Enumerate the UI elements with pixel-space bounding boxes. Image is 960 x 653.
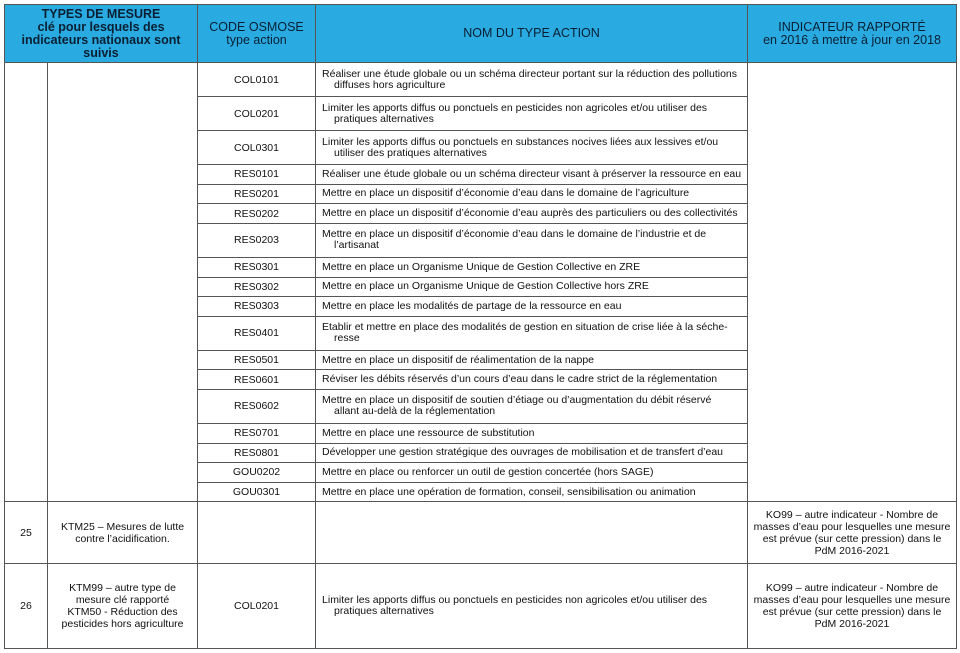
osmose-code-cell: RES0202 [198, 204, 316, 224]
action-name-line1: Réaliser une étude globale ou un schéma directeur portant sur la réduction des pollutions [322, 67, 738, 80]
osmose-code-cell: COL0301 [198, 131, 316, 165]
action-name-cell [316, 316, 748, 350]
action-name-cell [316, 97, 748, 131]
header-indicateur [748, 5, 957, 63]
action-name-line1: Mettre en place un dispositif d’économie d’eau dans le domaine de l’industrie et de [322, 228, 707, 241]
action-name-line1: Limiter les apports diffus ou ponctuels en substances nocives liées aux lessives et/ou [322, 135, 719, 148]
action-name-cell [316, 297, 748, 317]
osmose-code-cell: RES0701 [198, 423, 316, 443]
action-name-line1: Etablir et mettre en place des modalités de gestion en situation de crise liée à la séche- [322, 321, 728, 334]
action-name-line1: Réaliser une étude globale ou un schéma directeur visant à préserver la ressource en eau [322, 167, 742, 180]
action-name-cell [316, 502, 748, 564]
action-name-line1: Mettre en place un Organisme Unique de Gestion Collective hors ZRE [322, 280, 649, 293]
action-name-cell [316, 131, 748, 165]
action-name-line1: Mettre en place un dispositif de soutien d’étiage ou d’augmentation du débit réservé [322, 394, 712, 407]
header-code-sub: type action [226, 32, 287, 47]
ktm-label-a: KTM99 – autre type de mesure clé rapporté [69, 582, 176, 607]
action-name-cell [316, 423, 748, 443]
ktm-label-cell [48, 564, 198, 649]
action-name-cell [316, 370, 748, 390]
header-code-osmose [198, 5, 316, 63]
osmose-code-cell: RES0101 [198, 165, 316, 185]
osmose-code-cell: COL0201 [198, 97, 316, 131]
action-name-cell [316, 223, 748, 257]
osmose-code-cell: RES0602 [198, 389, 316, 423]
header-indicateur-title: INDICATEUR RAPPORTÉ [778, 19, 926, 34]
action-name-line2: pratiques alternatives [334, 112, 434, 125]
measures-table [4, 4, 957, 649]
action-name-line1: Mettre en place un dispositif de réalimentation de la nappe [322, 353, 595, 366]
indicator-cell [748, 63, 957, 502]
osmose-code-cell: RES0301 [198, 257, 316, 277]
action-name-line1: Mettre en place une opération de formation, conseil, sensibilisation ou animation [322, 485, 696, 498]
osmose-code-cell: RES0201 [198, 184, 316, 204]
action-name-line1: Réviser les débits réservés d’un cours d’eau dans le cadre strict de la réglementation [322, 373, 718, 386]
action-name-cell [316, 165, 748, 185]
header-types-mesure [5, 5, 198, 63]
osmose-code-cell: RES0401 [198, 316, 316, 350]
row-number: 25 [5, 502, 48, 564]
header-nom-type-action [316, 5, 748, 63]
action-name-line1: Mettre en place ou renforcer un outil de gestion concertée (hors SAGE) [322, 465, 654, 478]
ktm-label: KTM25 – Mesures de lutte contre l’acidification. [48, 502, 198, 564]
action-name-line1: Limiter les apports diffus ou ponctuels en pesticides non agricoles et/ou utiliser des [322, 594, 708, 607]
action-name-line1: Mettre en place un Organisme Unique de Gestion Collective en ZRE [322, 260, 641, 273]
action-name-line1: Limiter les apports diffus ou ponctuels en pesticides non agricoles et/ou utiliser des [322, 101, 708, 114]
indicator-text: KO99 – autre indicateur - Nombre de masses d’eau pour lesquelles une mesure est prévue (sur cette pression) dans le PdM 2016-2021 [748, 564, 957, 649]
header-types-sub: clé pour lesquels des indicateurs nationaux sont suivis [21, 19, 181, 60]
osmose-code-cell: RES0303 [198, 297, 316, 317]
action-name-cell [316, 350, 748, 370]
row-number: 26 [5, 564, 48, 649]
header-types-title: TYPES DE MESURE [41, 6, 161, 21]
table-row-26 [5, 564, 957, 649]
table-row-25 [5, 502, 957, 564]
action-name-line1: Mettre en place un dispositif d’économie d’eau dans le domaine de l’agriculture [322, 187, 690, 200]
osmose-code-cell: COL0201 [198, 564, 316, 649]
action-name-cell [316, 204, 748, 224]
action-name-cell [316, 564, 748, 649]
table-body [5, 63, 957, 649]
action-name-line1: Mettre en place une ressource de substitution [322, 426, 535, 439]
action-name-cell [316, 257, 748, 277]
action-name-line1: Mettre en place un dispositif d’économie d’eau auprès des particuliers ou des collectivités [322, 207, 738, 220]
osmose-code-cell: GOU0202 [198, 463, 316, 483]
osmose-code-cell: COL0101 [198, 63, 316, 97]
osmose-code-cell: GOU0301 [198, 482, 316, 502]
osmose-code-cell: RES0501 [198, 350, 316, 370]
indicator-text: KO99 – autre indicateur - Nombre de masses d’eau pour lesquelles une mesure est prévue (sur cette pression) dans le PdM 2016-2021 [748, 502, 957, 564]
action-name-cell [316, 389, 748, 423]
action-name-line2: l’artisanat [334, 239, 379, 252]
ktm-label-b: KTM50 - Réduction des pesticides hors agriculture [61, 606, 184, 631]
osmose-code-cell: RES0203 [198, 223, 316, 257]
action-name-cell [316, 482, 748, 502]
ktm-label-cell [48, 63, 198, 502]
header-code-title: CODE OSMOSE [209, 19, 304, 34]
action-name-line2: diffuses hors agriculture [334, 78, 446, 91]
osmose-code-cell: RES0601 [198, 370, 316, 390]
action-name-line2: allant au-delà de la réglementation [334, 405, 496, 418]
action-name-cell [316, 277, 748, 297]
table-row [5, 63, 957, 97]
action-name-line2: utiliser des pratiques alternatives [334, 146, 487, 159]
action-name-cell [316, 463, 748, 483]
header-nom-title: NOM DU TYPE ACTION [463, 26, 600, 40]
action-name-line1: Mettre en place les modalités de partage de la ressource en eau [322, 299, 622, 312]
osmose-code-cell [198, 502, 316, 564]
action-name-cell [316, 184, 748, 204]
action-name-line2: resse [334, 332, 360, 345]
ktm-number-cell [5, 63, 48, 502]
action-name-cell [316, 443, 748, 463]
table-header-row [5, 5, 957, 63]
osmose-code-cell: RES0302 [198, 277, 316, 297]
action-name-cell [316, 63, 748, 97]
action-name-line1: Développer une gestion stratégique des ouvrages de mobilisation et de transfert d’eau [322, 446, 724, 459]
header-indicateur-sub: en 2016 à mettre à jour en 2018 [763, 32, 941, 47]
action-name-line2: pratiques alternatives [334, 605, 434, 618]
osmose-code-cell: RES0801 [198, 443, 316, 463]
